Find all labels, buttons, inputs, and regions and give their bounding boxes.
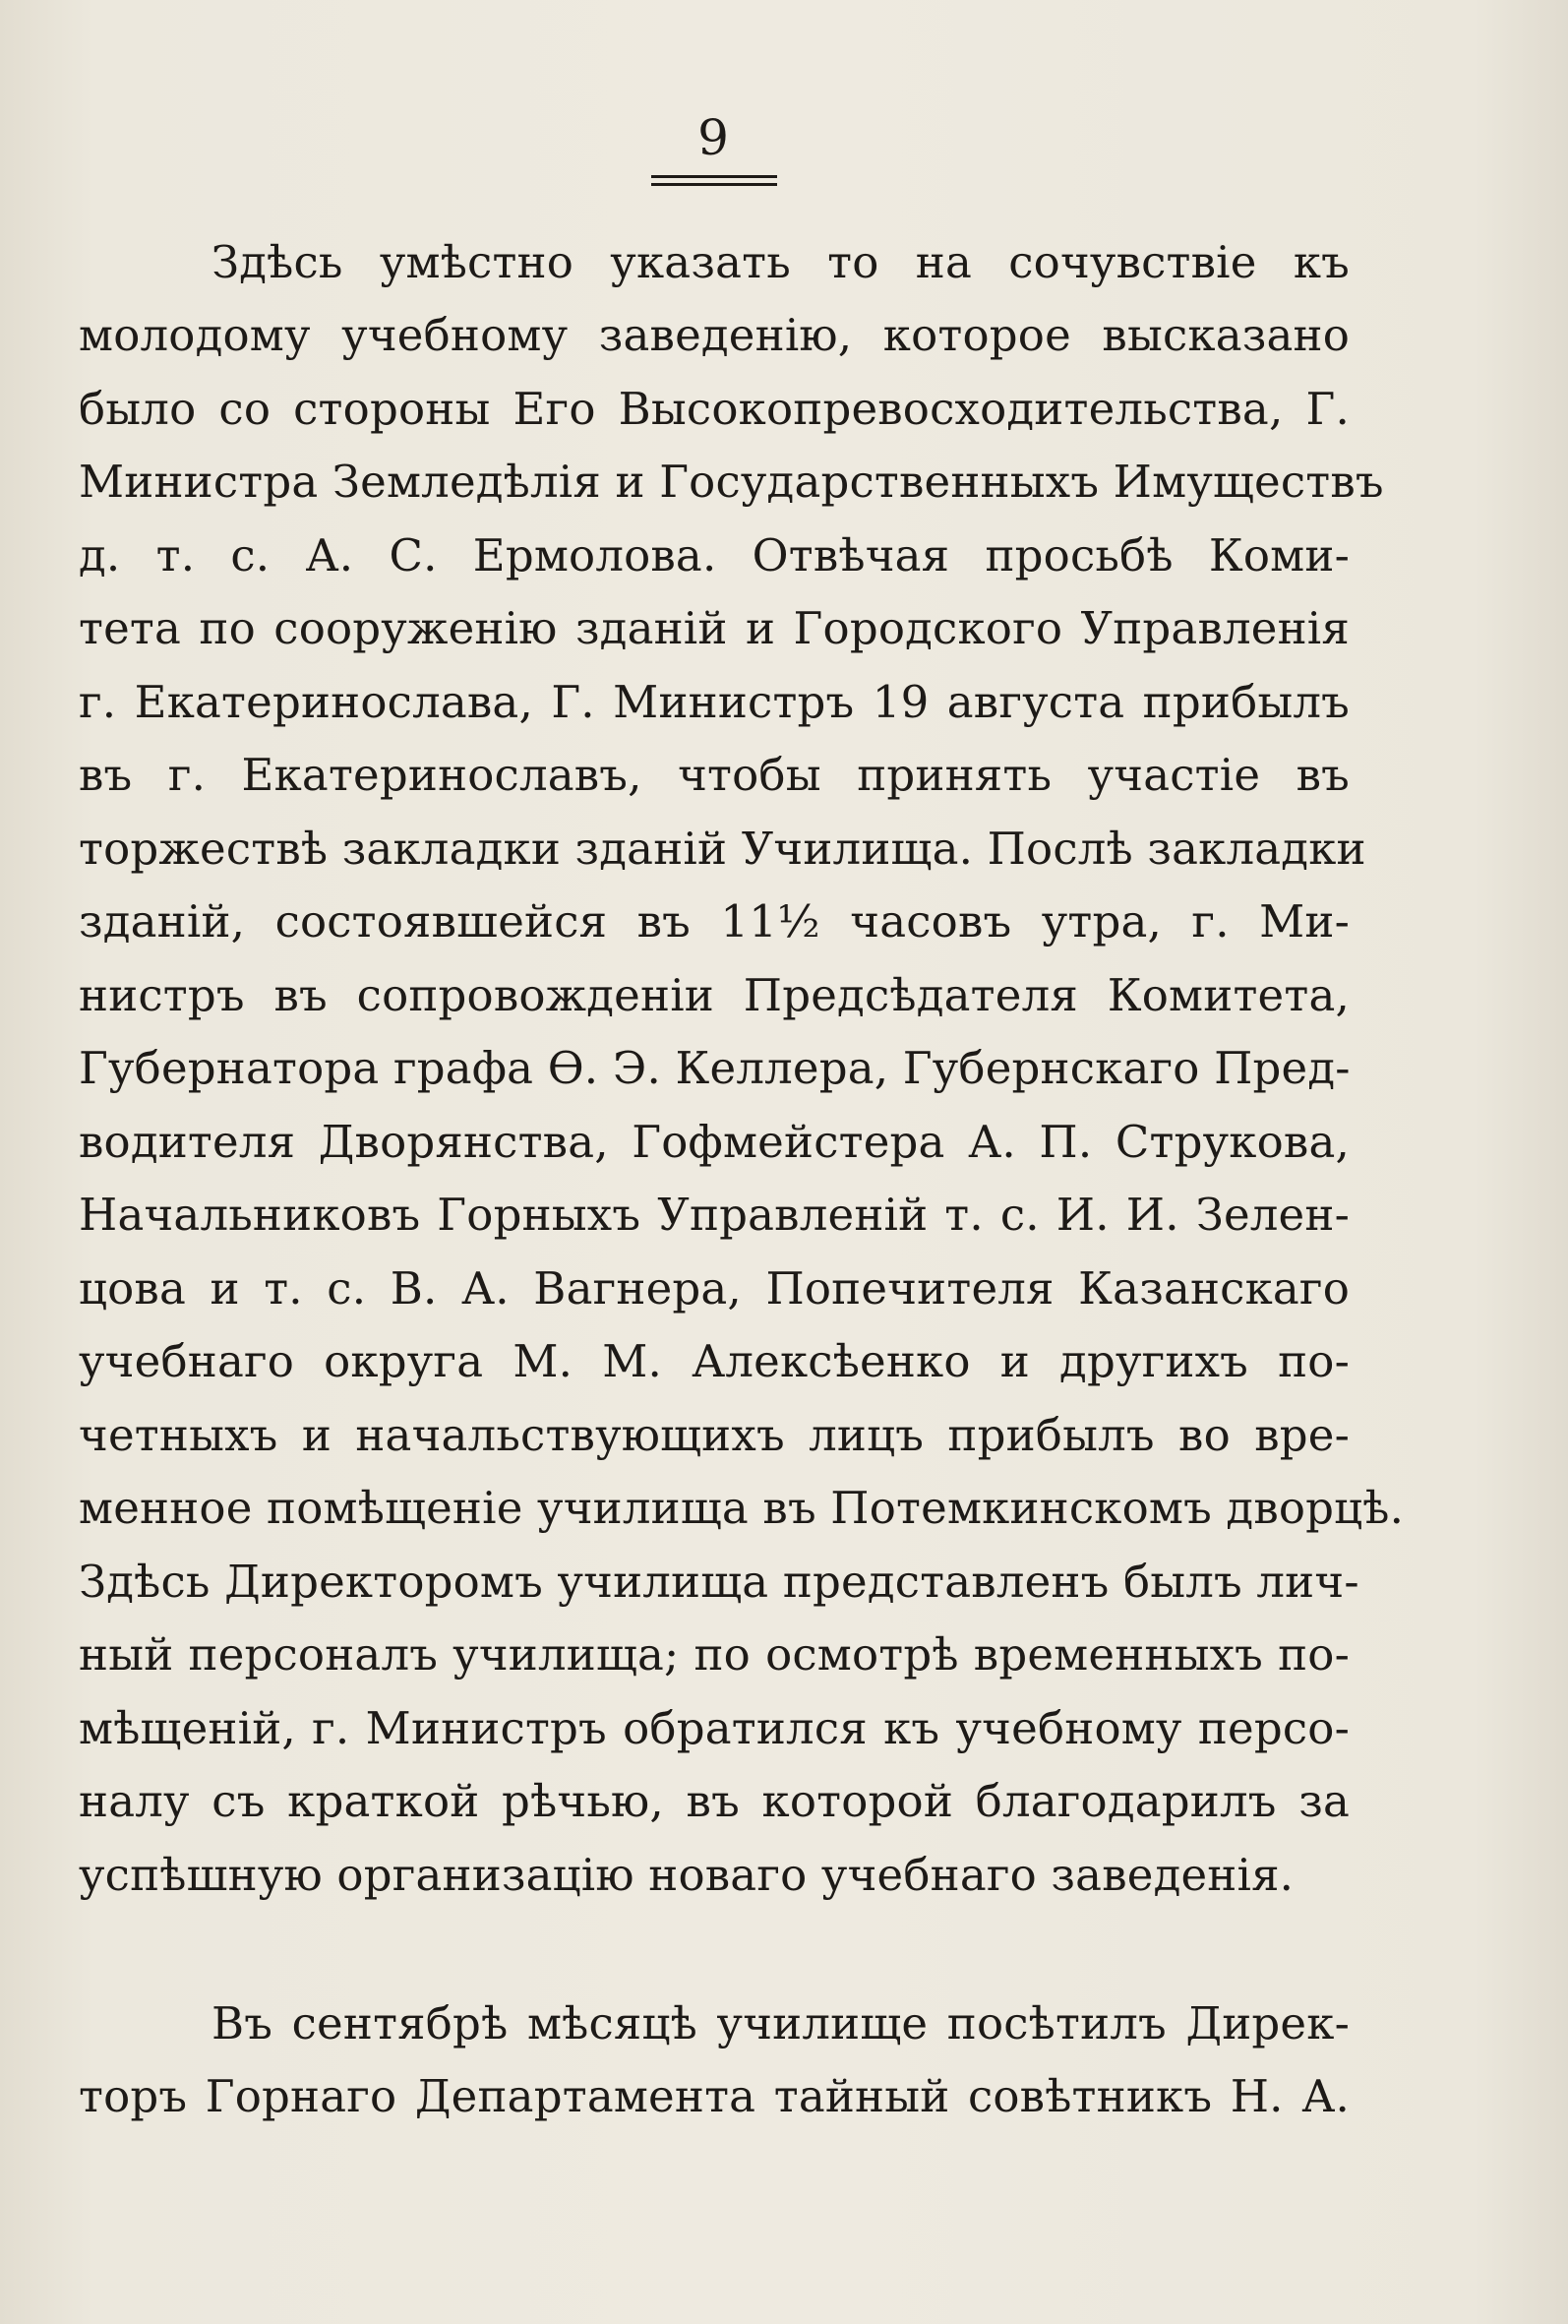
text-line: мѣщеній, г. Министръ обратился къ учебному персо- <box>79 1702 1350 1754</box>
text-line: Въ сентябрѣ мѣсяцѣ училище посѣтилъ Дирек- <box>211 1997 1350 2049</box>
text-line: Здѣсь Директоромъ училища представленъ былъ лич- <box>79 1556 1359 1608</box>
text-line: менное помѣщеніе училища въ Потемкинскомъ дворцѣ. <box>79 1482 1405 1534</box>
text-line: Начальниковъ Горныхъ Управленій т. с. И. И. Зелен- <box>79 1189 1350 1241</box>
text-line: Губернатора графа Ѳ. Э. Келлера, Губернскаго Пред- <box>79 1042 1351 1094</box>
text-line: торъ Горнаго Департамента тайный совѣтникъ Н. А. <box>79 2070 1350 2122</box>
text-line: четныхъ и начальствующихъ лицъ прибылъ во вре- <box>79 1409 1350 1461</box>
text-line: тета по сооруженію зданій и Городского Управленія <box>79 602 1350 654</box>
page-number: 9 <box>697 109 729 166</box>
text-line: г. Екатеринослава, Г. Министръ 19 августа прибылъ <box>79 676 1350 728</box>
text-line: Здѣсь умѣстно указать то на сочувствіе къ <box>211 236 1350 288</box>
page-number-rule-bottom <box>651 183 777 186</box>
text-line: молодому учебному заведенію, которое высказано <box>79 309 1350 361</box>
text-line: Министра Земледѣлія и Государственныхъ Имуществъ <box>79 456 1384 508</box>
text-line: цова и т. с. В. А. Вагнера, Попечителя Казанскаго <box>79 1262 1350 1315</box>
text-line: въ г. Екатеринославъ, чтобы принять участіе въ <box>79 749 1350 801</box>
page-number-rule-top <box>651 175 777 178</box>
text-line: учебнаго округа М. М. Алексѣенко и другихъ по- <box>79 1335 1350 1387</box>
text-line: успѣшную организацію новаго учебнаго заведенія. <box>79 1849 1295 1901</box>
text-line: д. т. с. А. С. Ермолова. Отвѣчая просьбѣ Коми- <box>79 529 1350 581</box>
text-line: нистръ въ сопровожденіи Предсѣдателя Комитета, <box>79 969 1350 1021</box>
text-line: зданій, состоявшейся въ 11½ часовъ утра, г. Ми- <box>79 895 1350 948</box>
text-line: налу съ краткой рѣчью, въ которой благодарилъ за <box>79 1775 1350 1827</box>
text-line: ный персоналъ училища; по осмотрѣ временныхъ по- <box>79 1628 1350 1681</box>
text-line: торжествѣ закладки зданій Училища. Послѣ закладки <box>79 823 1366 875</box>
text-line: было со стороны Его Высокопревосходительства, Г. <box>79 383 1350 435</box>
text-line: водителя Дворянства, Гофмейстера А. П. Струкова, <box>79 1116 1350 1168</box>
